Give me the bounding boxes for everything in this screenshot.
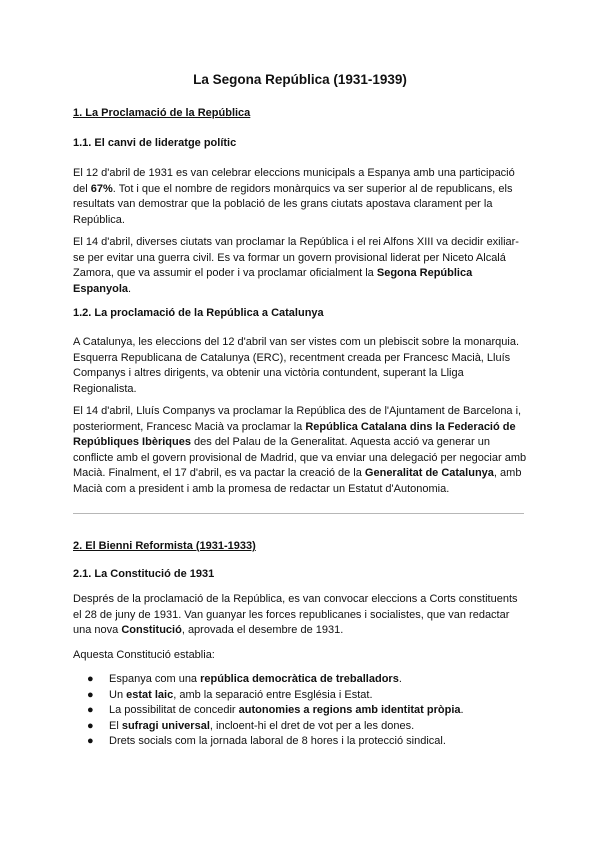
bullet-icon: ● bbox=[87, 735, 94, 747]
paragraph-1-1-a: El 12 d'abril de 1931 es van celebrar eleccions municipals a Espanya amb una participació del 67%. Tot i que el nombre de regidors monàrquics va ser superior al de republicans, els resultats van demostrar que la població de les grans ciutats apostava clarament per la República. bbox=[73, 167, 515, 226]
list-item: ● Un estat laic, amb la separació entre Església i Estat. bbox=[73, 688, 529, 704]
paragraph-2-1-a: Després de la proclamació de la República, es van convocar eleccions a Corts constituents el 28 de juny de 1931. Van guanyar les forces republicanes i socialistes, que van redactar una nova Constitució, aprovada el desembre de 1931. bbox=[73, 593, 518, 636]
document-title: La Segona República (1931-1939) bbox=[193, 72, 407, 87]
subsection-1-1-heading: 1.1. El canvi de lideratge polític bbox=[73, 137, 237, 149]
bullet-icon: ● bbox=[87, 688, 94, 701]
list-item: ● Drets socials com la jornada laboral de 8 hores i la protecció sindical. bbox=[73, 734, 529, 750]
bullet-icon: ● bbox=[87, 719, 94, 732]
section-divider bbox=[73, 513, 524, 514]
constitution-bullet-list bbox=[73, 672, 529, 750]
bullet-icon: ● bbox=[87, 673, 94, 685]
list-item: ● Espanya com una república democràtica de treballadors. bbox=[73, 672, 529, 688]
bullet-icon: ● bbox=[87, 704, 94, 716]
list-item: ● El sufragi universal, incloent-hi el dret de vot per a les dones. bbox=[73, 719, 529, 735]
section-2-heading: 2. El Bienni Reformista (1931-1933) bbox=[73, 540, 256, 552]
subsection-1-2-heading: 1.2. La proclamació de la República a Catalunya bbox=[73, 307, 324, 319]
list-item: ● La possibilitat de concedir autonomies a regions amb identitat pròpia. bbox=[73, 703, 529, 719]
paragraph-2-1-b: Aquesta Constitució establia: bbox=[73, 649, 215, 661]
section-1-heading: 1. La Proclamació de la República bbox=[73, 107, 251, 119]
paragraph-1-2-b: El 14 d'abril, Lluís Companys va proclamar la República des de l'Ajuntament de Barcelona i, posteriorment, Francesc Macià va proclamar la República Catalana dins la Federació de Repúbliques Ibèriques des del Palau de la Generalitat. Aquesta acció va generar un conflicte amb el govern provisional de Madrid, que va enviar una delegació per negociar amb Macià. Finalment, el 17 d'abril, es va pactar la creació de la Generalitat de Catalunya, amb Macià com a president i amb la promesa de redactar un Estatut d'Autonomia. bbox=[73, 405, 527, 495]
paragraph-1-2-a: A Catalunya, les eleccions del 12 d'abril van ser vistes com un plebiscit sobre la monarquia. Esquerra Republicana de Catalunya (ERC), recentment creada per Francesc Macià, Lluís Companys i altres dirigents, va obtenir una victòria contundent, superant la Lliga Regionalista. bbox=[73, 336, 519, 395]
paragraph-1-1-b: El 14 d'abril, diverses ciutats van proclamar la República i el rei Alfons XIII va decidir exiliar-se per evitar una guerra civil. Es va formar un govern provisional liderat per Niceto Alcalá Zamora, que va assumir el poder i va proclamar oficialment la Segona República Espanyola. bbox=[73, 236, 519, 295]
subsection-2-1-heading: 2.1. La Constitució de 1931 bbox=[73, 568, 215, 580]
